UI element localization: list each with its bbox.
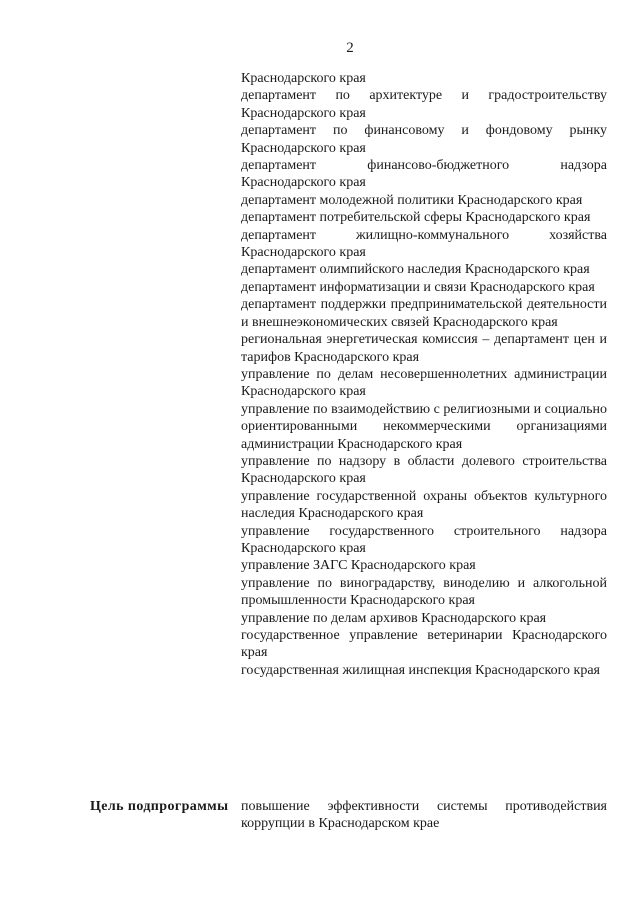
executor-item: управление по надзору в области долевого строительства Краснодарского края bbox=[241, 453, 607, 487]
executor-item: департамент молодежной политики Краснодарского края bbox=[241, 192, 583, 208]
executor-item: департамент информатизации и связи Краснодарского края bbox=[241, 279, 595, 295]
executor-item: региональная энергетическая комиссия – департамент цен и тарифов Краснодарского края bbox=[241, 332, 607, 365]
executor-item: департамент по архитектуре и градостроительству Краснодарского края bbox=[241, 88, 607, 121]
executor-item: управление ЗАГС Краснодарского края bbox=[241, 558, 476, 574]
executor-item: департамент олимпийского наследия Краснодарского края bbox=[241, 262, 590, 278]
executor-item: государственное управление ветеринарии Краснодарского края bbox=[241, 628, 607, 661]
executor-item: управление по делам архивов Краснодарского края bbox=[241, 610, 547, 626]
executor-item: управление по взаимодействию с религиозными и социально ориентированными некоммерческими организациями администрации Краснодарского края bbox=[241, 401, 607, 452]
executor-item: департамент финансово-бюджетного надзора Краснодарского края bbox=[241, 158, 607, 191]
executors-list bbox=[241, 70, 607, 679]
executor-item: государственная жилищная инспекция Краснодарского края bbox=[241, 662, 600, 678]
executor-item: управление по делам несовершеннолетних администрации Краснодарского края bbox=[241, 366, 607, 400]
executor-item: управление государственной охраны объектов культурного наследия Краснодарского края bbox=[241, 488, 607, 522]
page-number: 2 bbox=[346, 40, 354, 56]
executor-item: департамент поддержки предпринимательской деятельности и внешнеэкономических связей Краснодарского края bbox=[241, 297, 607, 330]
executor-item: департамент по финансовому и фондовому рынку Краснодарского края bbox=[241, 123, 607, 156]
executor-item: департамент жилищно-коммунального хозяйства Краснодарского края bbox=[241, 227, 607, 261]
goal-text: повышение эффективности системы противодействия коррупции в Краснодарском крае bbox=[241, 799, 607, 832]
executor-item: управление по виноградарству, виноделию и алкогольной промышленности Краснодарского края bbox=[241, 575, 607, 609]
goal-label: Цель подпрограммы bbox=[90, 799, 229, 814]
executor-item: управление государственного строительного надзора Краснодарского края bbox=[241, 523, 607, 556]
executor-item: департамент потребительской сферы Краснодарского края bbox=[241, 210, 591, 226]
executor-item: Краснодарского края bbox=[241, 71, 366, 86]
